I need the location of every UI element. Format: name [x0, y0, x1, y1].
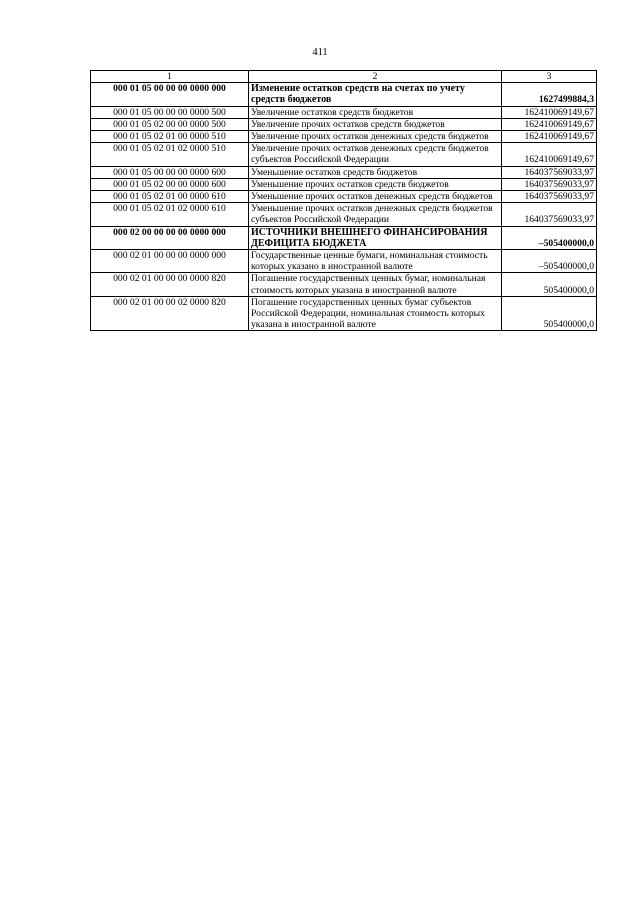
- table-header-row: [91, 71, 597, 83]
- row-amount: 505400000,0: [502, 273, 597, 296]
- row-amount: –505400000,0: [502, 250, 597, 273]
- row-name: Увеличение прочих остатков средств бюджетов: [249, 118, 502, 130]
- row-name: Уменьшение прочих остатков денежных средств бюджетов: [249, 191, 502, 203]
- row-name: Уменьшение прочих остатков денежных средств бюджетов субъектов Российской Федерации: [249, 203, 502, 226]
- row-amount: 162410069149,67: [502, 106, 597, 118]
- table-body: [91, 71, 597, 331]
- table-row: [91, 106, 597, 118]
- row-amount: 505400000,0: [502, 296, 597, 331]
- row-amount: 162410069149,67: [502, 131, 597, 143]
- table-row: [91, 83, 597, 106]
- column-header-amount: 3: [502, 71, 597, 83]
- row-name: Уменьшение прочих остатков средств бюджетов: [249, 178, 502, 190]
- table-row: [91, 226, 597, 249]
- page-number: 411: [312, 47, 328, 58]
- row-name: Увеличение прочих остатков денежных средств бюджетов субъектов Российской Федерации: [249, 143, 502, 166]
- row-amount: 162410069149,67: [502, 143, 597, 166]
- table-row: [91, 166, 597, 178]
- row-code: 000 01 05 00 00 00 0000 500: [91, 106, 249, 118]
- row-code: 000 02 01 00 00 02 0000 820: [91, 296, 249, 331]
- row-name: Изменение остатков средств на счетах по учету средств бюджетов: [249, 83, 502, 106]
- row-code: 000 01 05 00 00 00 0000 600: [91, 166, 249, 178]
- table-row: [91, 118, 597, 130]
- budget-sources-table: [90, 70, 597, 331]
- table-row: [91, 178, 597, 190]
- row-code: 000 01 05 02 01 00 0000 610: [91, 191, 249, 203]
- table-row: [91, 273, 597, 296]
- row-code: 000 01 05 02 00 00 0000 600: [91, 178, 249, 190]
- table-row: [91, 143, 597, 166]
- table-row: [91, 131, 597, 143]
- row-code: 000 01 05 02 01 00 0000 510: [91, 131, 249, 143]
- column-header-code: 1: [91, 71, 249, 83]
- row-name: Государственные ценные бумаги, номинальная стоимость которых указано в иностранной валюте: [249, 250, 502, 273]
- table-row: [91, 203, 597, 226]
- row-amount: 164037569033,97: [502, 191, 597, 203]
- row-code: 000 01 05 02 01 02 0000 510: [91, 143, 249, 166]
- row-amount: –505400000,0: [502, 226, 597, 249]
- table-row: [91, 250, 597, 273]
- column-header-name: 2: [249, 71, 502, 83]
- row-code: 000 01 05 00 00 00 0000 000: [91, 83, 249, 106]
- row-code: 000 02 01 00 00 00 0000 000: [91, 250, 249, 273]
- table-row: [91, 191, 597, 203]
- row-name: Увеличение прочих остатков денежных средств бюджетов: [249, 131, 502, 143]
- row-amount: 162410069149,67: [502, 118, 597, 130]
- row-name: Погашение государственных ценных бумаг субъектов Российской Федерации, номинальная стоимость которых указана в иностранной валюте: [249, 296, 502, 331]
- table-row: [91, 296, 597, 331]
- row-code: 000 01 05 02 01 02 0000 610: [91, 203, 249, 226]
- row-code: 000 01 05 02 00 00 0000 500: [91, 118, 249, 130]
- row-name: ИСТОЧНИКИ ВНЕШНЕГО ФИНАНСИРОВАНИЯ ДЕФИЦИТА БЮДЖЕТА: [249, 226, 502, 249]
- row-amount: 164037569033,97: [502, 203, 597, 226]
- row-code: 000 02 00 00 00 00 0000 000: [91, 226, 249, 249]
- row-amount: 1627499884,3: [502, 83, 597, 106]
- row-code: 000 02 01 00 00 00 0000 820: [91, 273, 249, 296]
- row-amount: 164037569033,97: [502, 166, 597, 178]
- row-amount: 164037569033,97: [502, 178, 597, 190]
- row-name: Погашение государственных ценных бумаг, номинальная стоимость которых указана в иностранной валюте: [249, 273, 502, 296]
- row-name: Увеличение остатков средств бюджетов: [249, 106, 502, 118]
- row-name: Уменьшение остатков средств бюджетов: [249, 166, 502, 178]
